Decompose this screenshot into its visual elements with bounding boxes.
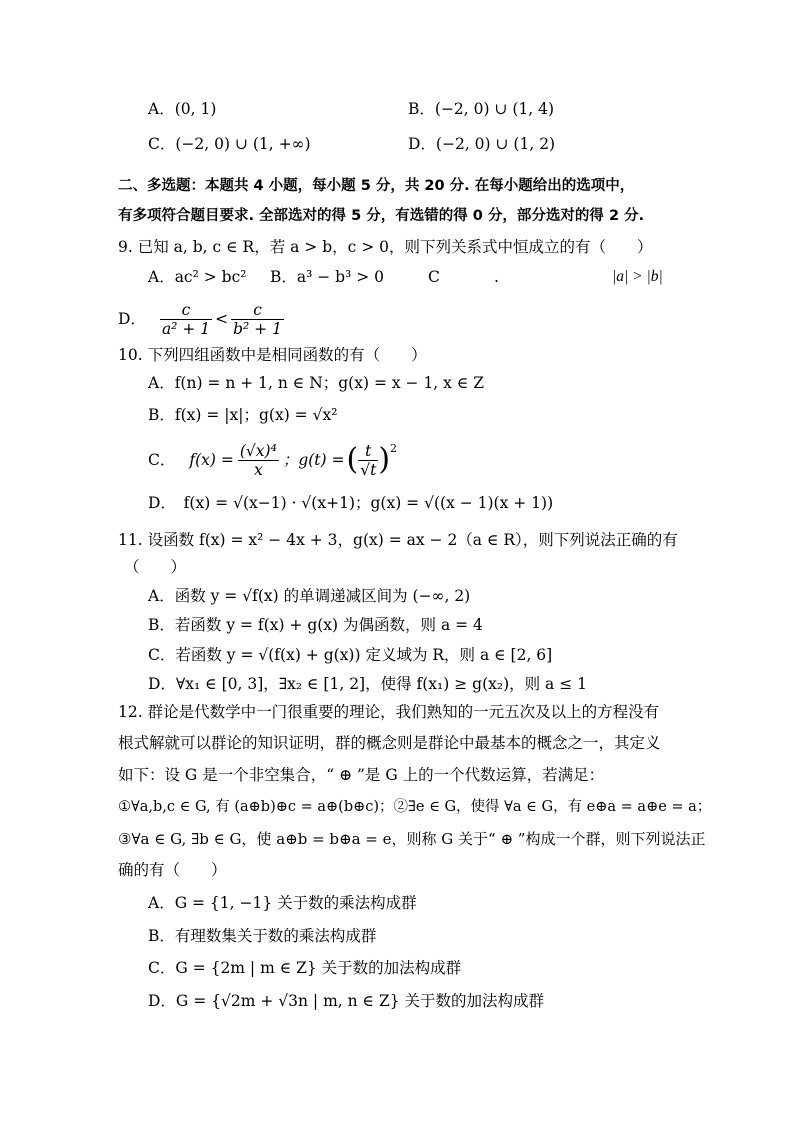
q9-fraction-1-den: a² + 1 (161, 319, 211, 338)
q12-option-c: C．G = {2m | m ∈ Z} 关于数的加法构成群 (148, 959, 462, 977)
q12-option-d: D．G = {√2m + √3n | m, n ∈ Z} 关于数的加法构成群 (148, 992, 545, 1010)
q12-line5: ③∀a ∈ G, ∃b ∈ G，使 a⊕b = b⊕a = e，则称 G 关于“ ⊕ ”构成一个群，则下列说法正 (118, 830, 706, 848)
q9-option-a: A．ac² > bc² (148, 268, 247, 286)
q10-option-c-g: ；g(t) = (282, 451, 345, 469)
q12-line2: 根式解就可以群论的知识证明，群的概念则是群论中最基本的概念之一，其定义 (118, 734, 661, 752)
option-d-prev: D．(−2, 0) ∪ (1, 2) (408, 135, 556, 153)
option-b-prev: B．(−2, 0) ∪ (1, 4) (408, 100, 555, 118)
q12-option-a: A．G = {1, −1} 关于数的乘法构成群 (148, 894, 417, 912)
q10-option-b: B．f(x) = |x|；g(x) = √x² (148, 406, 338, 424)
option-a-prev: A．(0, 1) (148, 100, 217, 118)
q10-option-c-prefix: C． (148, 451, 176, 469)
q9-fraction-1 (160, 301, 212, 338)
q10-fraction-g-num: t (358, 442, 378, 461)
option-c-prev: C．(−2, 0) ∪ (1, +∞) (148, 135, 311, 153)
q11-stem: 11. 设函数 f(x) = x² − 4x + 3，g(x) = ax − 2（a ∈ R），则下列说法正确的有 (118, 531, 678, 549)
q9-fraction-1-num: c (160, 301, 212, 320)
q9-option-d (118, 301, 284, 337)
q9-stem: 9. 已知 a, b, c ∈ R，若 a > b，c > 0，则下列关系式中恒成立的有（ ） (118, 238, 653, 256)
q11-option-d: D．∀x₁ ∈ [0, 3]，∃x₂ ∈ [1, 2]，使得 f(x₁) ≥ g(x₂)，则 a ≤ 1 (148, 675, 587, 693)
q10-option-d: D． f(x) = √(x−1) · √(x+1)；g(x) = √((x − 1)(x + 1)) (148, 494, 554, 512)
q12-line1: 12. 群论是代数学中一门很重要的理论，我们熟知的一元五次及以上的方程没有 (118, 703, 660, 721)
q10-option-c (148, 437, 397, 483)
q12-option-b: B．有理数集关于数的乘法构成群 (148, 927, 377, 945)
section-header-line2: 有多项符合题目要求. 全部选对的得 5 分，有选错的得 0 分，部分选对的得 2 分. (118, 208, 645, 224)
q10-fraction-f-den: x (253, 460, 263, 479)
q9-option-c-label: C (428, 268, 440, 286)
q9-option-d-prefix: D． (118, 310, 146, 328)
q9-fraction-2-num: c (231, 301, 284, 320)
q10-option-c-f: f(x) = (189, 451, 234, 469)
q12-line6: 确的有（ ） (118, 861, 227, 879)
q12-line3: 如下：设 G 是一个非空集合，“ ⊕ ”是 G 上的一个代数运算，若满足： (118, 766, 605, 784)
q11-option-c: C．若函数 y = √(f(x) + g(x)) 定义域为 R，则 a ∈ [2, 6] (148, 646, 553, 664)
q11-option-b: B．若函数 y = f(x) + g(x) 为偶函数，则 a = 4 (148, 616, 483, 634)
q10-fraction-f-num: (√x)⁴ (239, 441, 277, 460)
q10-fraction-g-den: √t (360, 460, 377, 479)
q10-stem: 10. 下列四组函数中是相同函数的有（ ） (118, 346, 427, 364)
q11-stem-paren: （ ） (124, 558, 187, 576)
q10-paren-right: ) (378, 442, 391, 477)
q9-fraction-2 (231, 301, 284, 338)
q9-option-c-expr: |a| > |b| (612, 268, 663, 285)
section-header-line1: 二、多选题：本题共 4 小题，每小题 5 分，共 20 分. 在每小题给出的选项中， (118, 178, 635, 194)
q12-line4: ①∀a,b,c ∈ G, 有 (a⊕b)⊕c = a⊕(b⊕c)；②∃e ∈ G，使得 ∀a ∈ G，有 e⊕a = a⊕e = a； (118, 799, 712, 815)
q11-option-a: A．函数 y = √f(x) 的单调递减区间为 (−∞, 2) (148, 587, 471, 605)
q10-paren-left: ( (346, 442, 359, 477)
q9-fraction-2-den: b² + 1 (233, 319, 282, 338)
q9-option-c-dot: . (494, 268, 499, 286)
q10-fraction-f (238, 442, 279, 479)
q9-less-than: < (215, 310, 229, 328)
q10-fraction-g (358, 442, 378, 479)
q9-option-b: B．a³ − b³ > 0 (270, 268, 385, 286)
q10-option-a: A．f(n) = n + 1, n ∈ N；g(x) = x − 1, x ∈ Z (148, 374, 484, 392)
q10-exponent: 2 (390, 442, 398, 455)
